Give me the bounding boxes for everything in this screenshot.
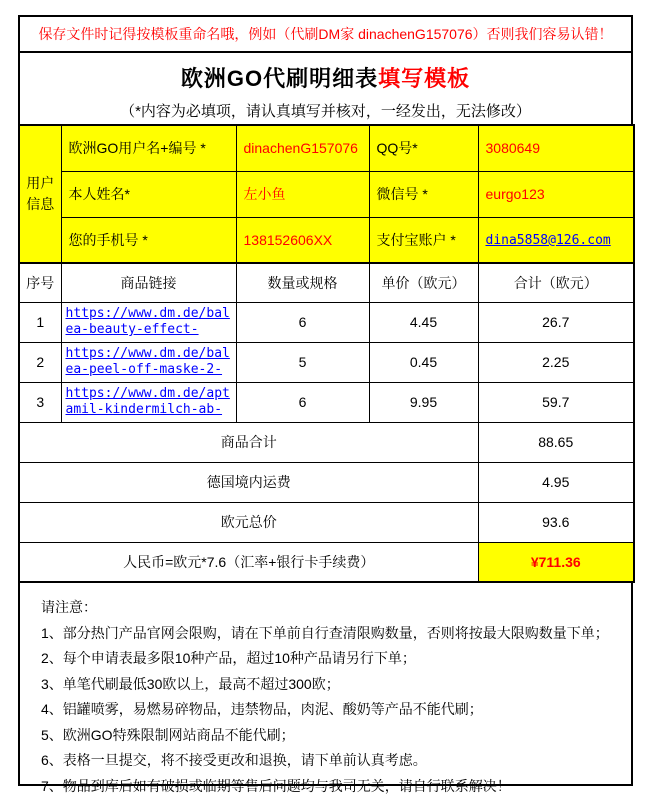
note-item-2: 2、每个申请表最多限10种产品，超过10种产品请另行下单； [41, 650, 416, 666]
notes-title: 请注意： [41, 599, 97, 615]
euro-total-label: 欧元总价 [19, 502, 478, 542]
alipay-link[interactable]: dina5858@126.com [485, 232, 611, 248]
product-row [19, 302, 634, 342]
page-title [20, 62, 631, 93]
unit-price-cell: 4.45 [369, 302, 478, 342]
unit-price-cell: 9.95 [369, 382, 478, 422]
product-link-cell [61, 382, 236, 422]
note-item-3: 3、单笔代刷最低30欧以上，最高不超过300欧； [41, 675, 340, 692]
qq-label: QQ号* [369, 125, 478, 171]
rmb-conversion-label: 人民币=欧元*7.6（汇率+银行卡手续费） [19, 542, 478, 582]
header-quantity: 数量或规格 [236, 263, 369, 302]
form-page [18, 15, 633, 794]
note-item-5: 5、欧洲GO特殊限制网站商品不能代刷； [41, 726, 295, 743]
username-label: 欧洲GO用户名+编号 * [61, 125, 236, 171]
qq-value[interactable]: 3080649 [478, 125, 634, 171]
header-unit-price: 单价（欧元） [369, 263, 478, 302]
total-cell: 26.7 [478, 302, 634, 342]
user-info-section-label: 用户信息 [19, 125, 61, 263]
domestic-shipping-label: 德国境内运费 [19, 462, 478, 502]
product-link-cell [61, 342, 236, 382]
page-title-highlight: 填写模板 [378, 66, 471, 91]
product-row [19, 342, 634, 382]
row-index: 1 [19, 302, 61, 342]
quantity-cell: 6 [236, 302, 369, 342]
row-index: 2 [19, 342, 61, 382]
summary-row [19, 462, 634, 502]
alipay-cell [478, 217, 634, 263]
rename-warning-text: 保存文件时记得按模板重命名哦，例如（代刷DM家 dinachenG157076）否则我们容易认错！ [38, 26, 613, 42]
product-link[interactable]: https://www.dm.de/balea-beauty-effect- [65, 306, 230, 337]
page-title-main: 欧洲GO代刷明细表 [180, 66, 379, 91]
quantity-cell: 5 [236, 342, 369, 382]
domestic-shipping-value: 4.95 [478, 462, 634, 502]
username-value[interactable]: dinachenG157076 [236, 125, 369, 171]
note-item-7: 7、物品到库后如有破损或临期等售后问题均与我司无关，请自行联系解决！ [41, 777, 511, 794]
product-link[interactable]: https://www.dm.de/balea-peel-off-maske-2- [65, 346, 230, 377]
header-product-link: 商品链接 [61, 263, 236, 302]
note-item-1: 1、部分热门产品官网会限购，请在下单前自行查清限购数量，否则将按最大限购数量下单； [41, 624, 609, 641]
wechat-label: 微信号 * [369, 171, 478, 217]
unit-price-cell: 0.45 [369, 342, 478, 382]
goods-subtotal-label: 商品合计 [19, 422, 478, 462]
goods-subtotal-value: 88.65 [478, 422, 634, 462]
phone-value[interactable]: 138152606XX [236, 217, 369, 263]
page-subtitle: （*内容为必填项，请认真填写并核对，一经发出，无法修改） [120, 103, 531, 120]
summary-row [19, 502, 634, 542]
product-link-cell [61, 302, 236, 342]
product-link[interactable]: https://www.dm.de/aptamil-kindermilch-ab- [65, 386, 230, 417]
product-table [18, 262, 635, 583]
header-index: 序号 [19, 263, 61, 302]
rmb-total-value: ¥711.36 [478, 542, 634, 582]
user-info-table [18, 124, 635, 264]
euro-total-value: 93.6 [478, 502, 634, 542]
summary-row [19, 542, 634, 582]
row-index: 3 [19, 382, 61, 422]
wechat-value[interactable]: eurgo123 [478, 171, 634, 217]
phone-label: 您的手机号 * [61, 217, 236, 263]
product-row [19, 382, 634, 422]
alipay-label: 支付宝账户 * [369, 217, 478, 263]
name-value[interactable]: 左小鱼 [236, 171, 369, 217]
note-item-6: 6、表格一旦提交，将不接受更改和退换，请下单前认真考虑。 [41, 752, 427, 768]
total-cell: 2.25 [478, 342, 634, 382]
total-cell: 59.7 [478, 382, 634, 422]
rename-warning-banner [18, 15, 633, 53]
note-item-4: 4、铝罐喷雾，易燃易碎物品，违禁物品，肉泥、酸奶等产品不能代刷； [41, 701, 483, 717]
title-box [18, 51, 633, 126]
name-label: 本人姓名* [61, 171, 236, 217]
header-total: 合计（欧元） [478, 263, 634, 302]
summary-row [19, 422, 634, 462]
notes-box [18, 581, 633, 794]
quantity-cell: 6 [236, 382, 369, 422]
